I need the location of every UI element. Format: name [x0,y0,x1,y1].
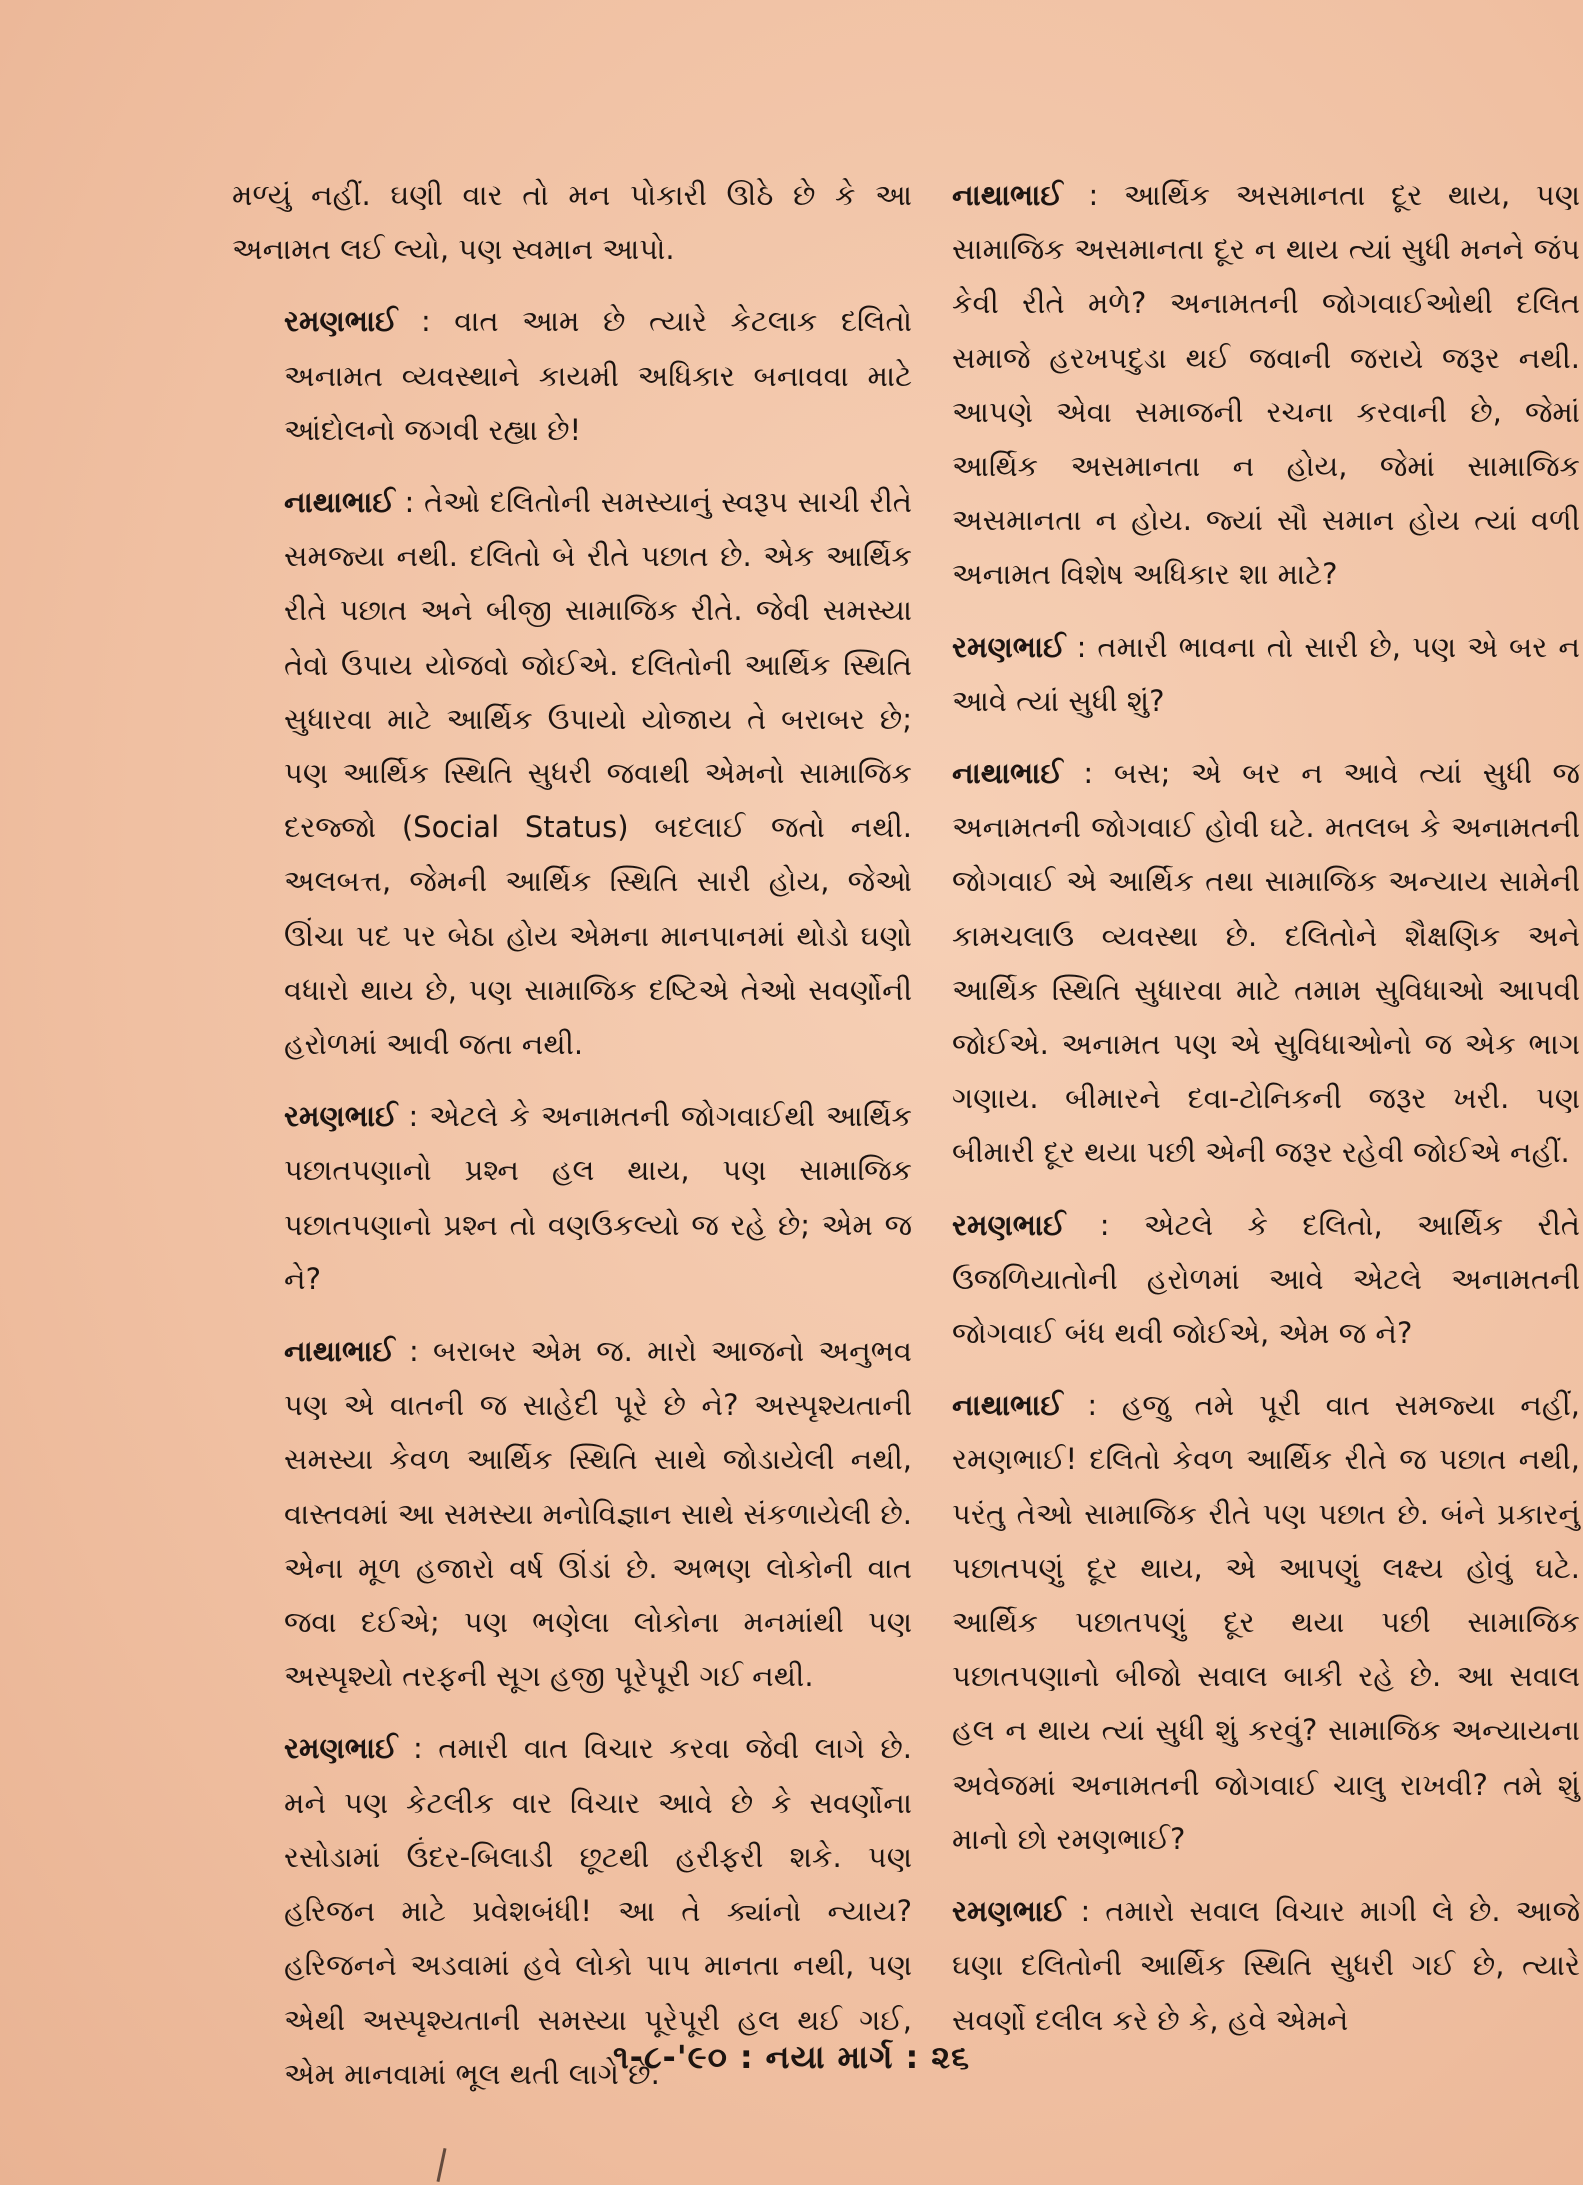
speaker-name: નાથાભાઈ [952,756,1063,791]
dialogue-text: : બરાબર એમ જ. મારો આજનો અનુભવ પણ એ વાતની જ સાહેદી પૂરે છે ને? અસ્પૃશ્યતાની સમસ્યા કેવળ આર્થિક સ્થિતિ સાથે જોડાયેલી નથી, વાસ્તવમાં આ સમસ્યા મનોવિજ્ઞાન સાથે સંકળાયેલી છે. એના મૂળ હજારો વર્ષ ઊંડાં છે. અભણ લોકોની વાત જવા દઈએ; પણ ભણેલા લોકોના મનમાંથી પણ અસ્પૃશ્યો તરફની સૂગ હજી પૂરેપૂરી ગઈ નથી. [284,1334,912,1694]
footer-date: ૧-૮-'૯૦ [613,2038,728,2076]
footer-page-number: ૨૬ [931,2038,970,2076]
dialogue-text: : એટલે કે દલિતો, આર્થિક રીતે ઉજળિયાતોની હરોળમાં આવે એટલે અનામતની જોગવાઈ બંધ થવી જોઈએ, એમ જ ને? [952,1207,1580,1351]
dialogue-paragraph [900,1884,1580,2047]
dialogue-text: : તમારી વાત વિચાર કરવા જેવી લાગે છે. મને પણ કેટલીક વાર વિચાર આવે છે કે સવર્ણોના રસોડામાં ઉંદર-બિલાડી છૂટથી હરીફરી શકે. પણ હરિજન માટે પ્રવેશબંધી! આ તે ક્યાંનો ન્યાય? હરિજનને અડવામાં હવે લોકો પાપ માનતા નથી, પણ એથી અસ્પૃશ્યતાની સમસ્યા પૂરેપૂરી હલ થઈ ગઈ, એમ માનવામાં ભૂલ થતી લાગે છે. [284,1731,912,2091]
speaker-name: રમણભાઈ [284,1731,398,1766]
dialogue-paragraph [232,1324,912,1703]
footer-magazine-name: નયા માર્ગ [765,2038,894,2076]
speaker-name: નાથાભાઈ [952,1388,1063,1423]
speaker-name: રમણભાઈ [952,1207,1066,1242]
dialogue-text: : એટલે કે અનામતની જોગવાઈથી આર્થિક પછાતપણાનો પ્રશ્ન હલ થાય, પણ સામાજિક પછાતપણાનો પ્રશ્ન તો વણઉકલ્યો જ રહે છે; એમ જ ને? [284,1099,913,1296]
dialogue-text: : તેઓ દલિતોની સમસ્યાનું સ્વરૂપ સાચી રીતે સમજ્યા નથી. દલિતો બે રીતે પછાત છે. એક આર્થિક રીતે પછાત અને બીજી સામાજિક રીતે. જેવી સમસ્યા તેવો ઉપાય યોજવો જોઈએ. દલિતોની આર્થિક સ્થિતિ સુધારવા માટે આર્થિક ઉપાયો યોજાય તે બરાબર છે; પણ આર્થિક સ્થિતિ સુધરી જવાથી એમનો સામાજિક દરજ્જો (Social Status) બદલાઈ જતો નથી. અલબત્ત, જેમની આર્થિક સ્થિતિ સારી હોય, જેઓ ઊંચા પદ પર બેઠા હોય એમના માનપાનમાં થોડો ઘણો વધારો થાય છે, પણ સામાજિક દષ્ટિએ તેઓ સવર્ણોની હરોળમાં આવી જતા નથી. [284,485,912,1062]
speaker-name: નાથાભાઈ [284,1334,395,1369]
dialogue-paragraph [900,620,1580,728]
dialogue-text: : હજુ તમે પૂરી વાત સમજ્યા નહીં, રમણભાઈ! દલિતો કેવળ આર્થિક રીતે જ પછાત નથી, પરંતુ તેઓ સામાજિક રીતે પણ પછાત છે. બંને પ્રકારનું પછાતપણું દૂર થાય, એ આપણું લક્ષ્ય હોવું ઘટે. આર્થિક પછાતપણું દૂર થયા પછી સામાજિક પછાતપણાનો બીજો સવાલ બાકી રહે છે. આ સવાલ હલ ન થાય ત્યાં સુધી શું કરવું? સામાજિક અન્યાયના અવેજમાં અનામતની જોગવાઈ ચાલુ રાખવી? તમે શું માનો છો રમણભાઈ? [952,1388,1580,1856]
dialogue-text: : આર્થિક અસમાનતા દૂર થાય, પણ સામાજિક અસમાનતા દૂર ન થાય ત્યાં સુધી મનને જંપ કેવી રીતે મળે? અનામતની જોગવાઈઓથી દલિત સમાજે હરખપદુડા થઈ જવાની જરાયે જરૂર નથી. આપણે એવા સમાજની રચના કરવાની છે, જેમાં આર્થિક અસમાનતા ન હોય, જેમાં સામાજિક અસમાનતા ન હોય. જ્યાં સૌ સમાન હોય ત્યાં વળી અનામત વિશેષ અધિકાર શા માટે? [952,178,1580,592]
speaker-name: રમણભાઈ [284,1099,398,1134]
speaker-name: રમણભાઈ [952,1894,1066,1929]
footer-separator: : [905,2038,920,2076]
left-column [232,168,912,2119]
dialogue-paragraph [900,1198,1580,1361]
dialogue-paragraph [900,746,1580,1180]
footer-separator: : [739,2038,754,2076]
dialogue-text: : બસ; એ બર ન આવે ત્યાં સુધી જ અનામતની જોગવાઈ હોવી ઘટે. મતલબ કે અનામતની જોગવાઈ એ આર્થિક તથા સામાજિક અન્યાય સામેની કામચલાઉ વ્યવસ્થા છે. દલિતોને શૈક્ષણિક અને આર્થિક સ્થિતિ સુધારવા માટે તમામ સુવિધાઓ આપવી જોઈએ. અનામત પણ એ સુવિધાઓનો જ એક ભાગ ગણાય. બીમારને દવા-ટોનિકની જરૂર ખરી. પણ બીમારી દૂર થયા પછી એની જરૂર રહેવી જોઈએ નહીં. [952,756,1580,1170]
dialogue-paragraph [900,168,1580,602]
dialogue-paragraph [232,1089,912,1306]
dialogue-text: : તમારી ભાવના તો સારી છે, પણ એ બર ન આવે ત્યાં સુધી શું? [952,629,1581,718]
right-column [900,168,1580,2065]
dialogue-text: : વાત આમ છે ત્યારે કેટલાક દલિતો અનામત વ્યવસ્થાને કાયમી અધિકાર બનાવવા માટે આંદોલનો જગવી રહ્યા છે! [284,304,912,447]
paragraph-text: મળ્યું નહીં. ઘણી વાર તો મન પોકારી ઊઠે છે કે આ અનામત લઈ લ્યો, પણ સ્વમાન આપો. [232,178,912,267]
speaker-name: રમણભાઈ [952,629,1066,664]
page-footer [0,2038,1583,2077]
dialogue-paragraph [900,1378,1580,1866]
speaker-name: નાથાભાઈ [284,485,395,520]
speaker-name: રમણભાઈ [284,304,398,339]
paragraph [232,168,912,276]
dialogue-paragraph [232,475,912,1071]
speaker-name: નાથાભાઈ [952,178,1063,212]
dialogue-text: : તમારો સવાલ વિચાર માગી લે છે. આજે ઘણા દલિતોની આર્થિક સ્થિતિ સુધરી ગઈ છે, ત્યારે સવર્ણો દલીલ કરે છે કે, હવે એમને [952,1894,1581,2037]
dialogue-paragraph [232,294,912,457]
